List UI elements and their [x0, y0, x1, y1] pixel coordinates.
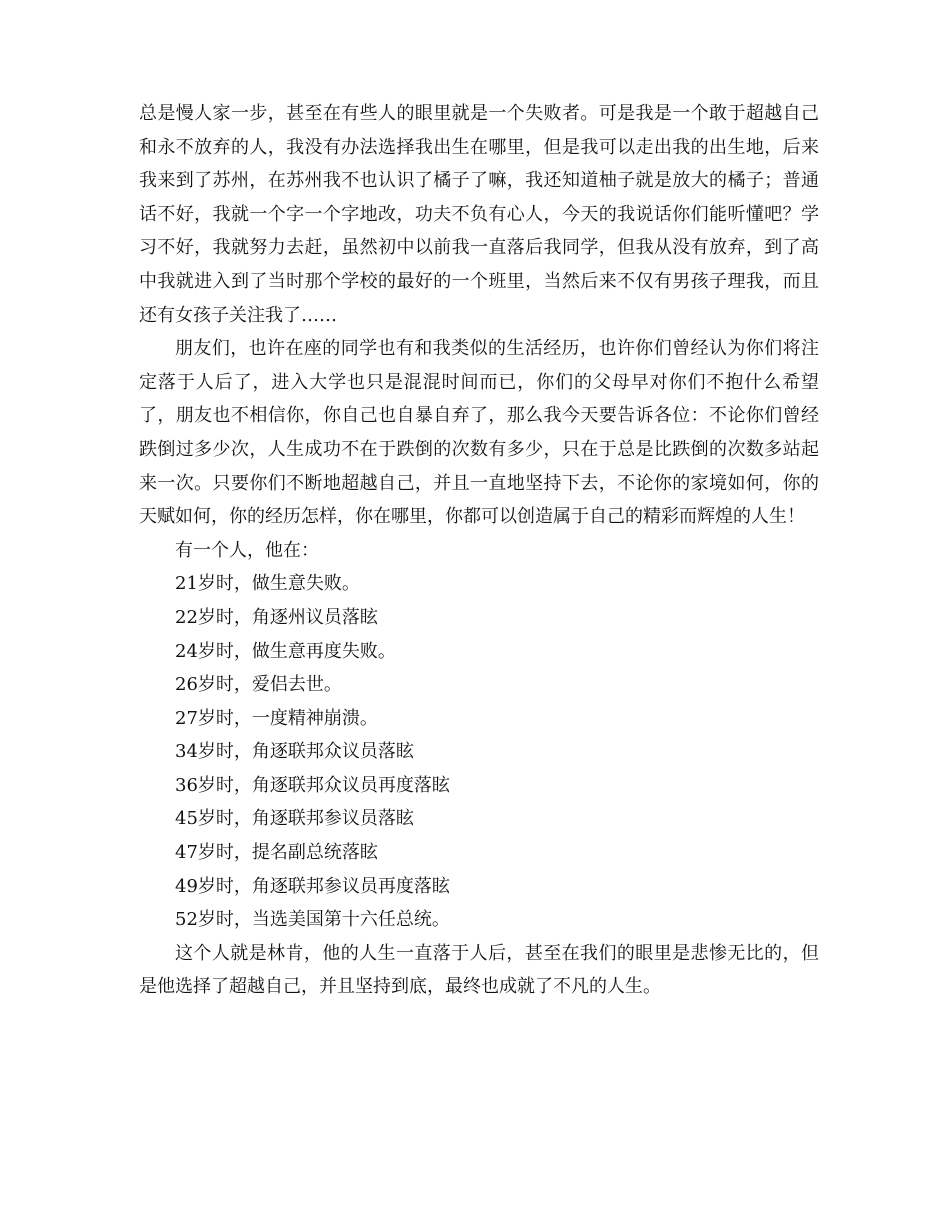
paragraph-friends: 朋友们，也许在座的同学也有和我类似的生活经历，也许你们曾经认为你们将注定落于人后了，进入大学也只是混混时间而已，你们的父母早对你们不抱什么希望了，朋友也不相信你，你自己也自暴自弃了，那么我今天要告诉各位：不论你们曾经跌倒过多少次，人生成功不在于跌倒的次数有多少，只在于总是比跌倒的次数多站起来一次。只要你们不断地超越自己，并且一直地坚持下去，不论你的家境如何，你的天赋如何，你的经历怎样，你在哪里，你都可以创造属于自己的精彩而辉煌的人生！: [139, 338, 819, 528]
timeline-item: 22岁时，角逐州议员落眩: [175, 606, 378, 628]
timeline-item: 34岁时，角逐联邦众议员落眩: [175, 741, 414, 763]
timeline-item: 47岁时，提名副总统落眩: [175, 842, 378, 864]
paragraph-conclusion: 这个人就是林肯，他的人生一直落于人后，甚至在我们的眼里是悲惨无比的，但是他选择了超越自己，并且坚持到底，最终也成就了不凡的人生。: [139, 942, 819, 998]
timeline-item: 49岁时，角逐联邦参议员再度落眩: [175, 875, 450, 897]
timeline-item: 52岁时，当选美国第十六任总统。: [175, 909, 450, 931]
timeline-item: 24岁时，做生意再度失败。: [175, 640, 396, 662]
timeline-item: 21岁时，做生意失败。: [175, 573, 360, 595]
timeline-intro: 有一个人，他在：: [175, 539, 319, 561]
timeline-item: 26岁时，爱侣去世。: [175, 674, 342, 696]
paragraph-opening: 总是慢人家一步，甚至在有些人的眼里就是一个失败者。可是我是一个敢于超越自己和永不放弃的人，我没有办法选择我出生在哪里，但是我可以走出我的出生地，后来我来到了苏州，在苏州我不也认识了橘子了嘛，我还知道柚子就是放大的橘子；普通话不好，我就一个字一个字地改，功夫不负有心人，今天的我说话你们能听懂吧？学习不好，我就努力去赶，虽然初中以前我一直落后我同学，但我从没有放弃，到了高中我就进入到了当时那个学校的最好的一个班里，当然后来不仅有男孩子理我，而且还有女孩子关注我了……: [139, 103, 819, 326]
timeline-item: 27岁时，一度精神崩溃。: [175, 707, 378, 729]
timeline-item: 36岁时，角逐联邦众议员再度落眩: [175, 774, 450, 796]
timeline-item: 45岁时，角逐联邦参议员落眩: [175, 808, 414, 830]
document-body: [139, 97, 819, 1004]
